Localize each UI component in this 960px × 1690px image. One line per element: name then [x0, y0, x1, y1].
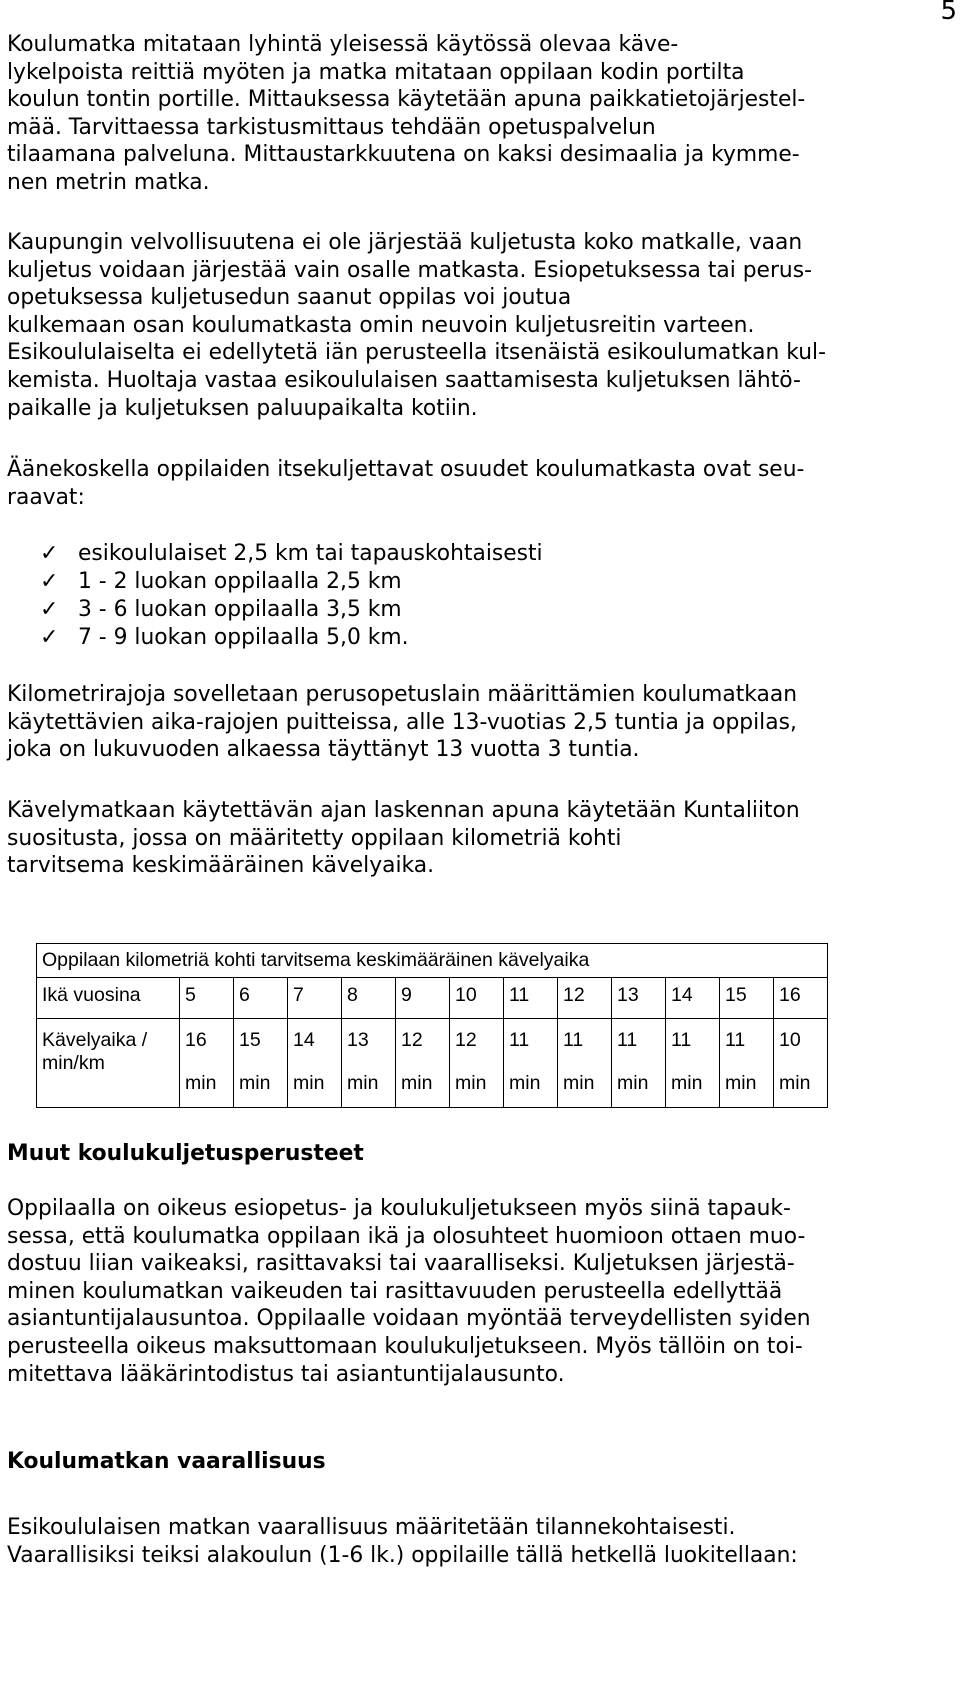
- check-mark-icon: ✓: [40, 541, 59, 566]
- age-cell: 16: [774, 978, 828, 1019]
- walk-value: 12: [455, 1029, 477, 1051]
- list-item: [40, 568, 543, 596]
- paragraph-transport-rights: Oppilaalla on oikeus esiopetus- ja koulukuljetukseen myös siinä tapauk- sessa, että koulumatka oppilaan ikä ja olosuhteet huomioon ottaen muo- dostuu liian vaikeaksi, rasittavaksi tai vaaralliseksi. Kuljetuksen järjestä- minen koulumatkan vaikeuden tai rasittavuuden perusteella edellyttää asiantuntijalausuntoa. Oppilaalle voidaan myöntää terveydellisten syiden perusteella oikeus maksuttomaan koulukuljetukseen. Myös tällöin on toi- mitettava lääkärintodistus tai asiantuntijalausunto.: [7, 1196, 811, 1387]
- age-cell: 13: [612, 978, 666, 1019]
- age-cell: 7: [288, 978, 342, 1019]
- table-row-walk-time: [37, 1019, 828, 1108]
- walk-value: 11: [563, 1029, 584, 1051]
- distance-limit-list: [40, 540, 543, 652]
- age-cell: 12: [558, 978, 612, 1019]
- walk-cell: [180, 1019, 234, 1108]
- page-number: 5: [940, 0, 957, 26]
- walk-cell: [288, 1019, 342, 1108]
- paragraph-measurement: Koulumatka mitataan lyhintä yleisessä käytössä olevaa käve- lykelpoista reittiä myöten ja matka mitataan oppilaan kodin portilta koulun tontin portille. Mittauksessa käytetään apuna paikkatietojärjestel- mää. Tarvittaessa tarkistusmittaus tehdään opetuspalvelun tilaamana palveluna. Mittaustarkkuutena on kaksi desimaalia ja kymme- nen metrin matka.: [7, 32, 806, 195]
- paragraph-walking-time: Kävelymatkaan käytettävän ajan laskennan apuna käytetään Kuntaliiton suositusta, jossa on määritetty oppilaan kilometriä kohti tarvitsema keskimääräinen kävelyaika.: [7, 798, 800, 879]
- table-row-age: [37, 978, 828, 1019]
- list-item: [40, 596, 543, 624]
- check-mark-icon: ✓: [40, 597, 59, 622]
- walk-value: 14: [293, 1029, 315, 1051]
- walk-unit: min: [779, 1072, 811, 1094]
- age-cell: 5: [180, 978, 234, 1019]
- walk-value: 12: [401, 1029, 423, 1051]
- walk-unit: min: [617, 1072, 649, 1094]
- walk-value: 11: [617, 1029, 638, 1051]
- walk-unit: min: [185, 1072, 217, 1094]
- walk-cell: [612, 1019, 666, 1108]
- list-item: [40, 540, 543, 568]
- age-cell: 9: [396, 978, 450, 1019]
- walk-cell: [666, 1019, 720, 1108]
- walking-time-table: [36, 943, 828, 1108]
- walk-value: 11: [509, 1029, 530, 1051]
- walk-cell: [234, 1019, 288, 1108]
- section-heading-other-transport: Muut koulukuljetusperusteet: [7, 1141, 364, 1166]
- age-cell: 10: [450, 978, 504, 1019]
- walk-value: 13: [347, 1029, 369, 1051]
- age-cell: 14: [666, 978, 720, 1019]
- walk-row-label: Kävelyaika / min/km: [37, 1019, 180, 1108]
- paragraph-self-transport-intro: Äänekoskella oppilaiden itsekuljettavat osuudet koulumatkasta ovat seu- raavat:: [7, 457, 805, 510]
- walk-cell: [558, 1019, 612, 1108]
- paragraph-route-danger: Esikoululaisen matkan vaarallisuus määritetään tilannekohtaisesti. Vaarallisiksi teiksi alakoulun (1-6 lk.) oppilaille tällä hetkellä luokitellaan:: [7, 1515, 798, 1568]
- age-cell: 8: [342, 978, 396, 1019]
- check-mark-icon: ✓: [40, 569, 59, 594]
- list-item-text: 3 - 6 luokan oppilaalla 3,5 km: [78, 597, 402, 622]
- age-cell: 6: [234, 978, 288, 1019]
- walk-unit: min: [455, 1072, 487, 1094]
- paragraph-km-limits: Kilometrirajoja sovelletaan perusopetuslain määrittämien koulumatkaan käytettävien aika-rajojen puitteissa, alle 13-vuotias 2,5 tuntia ja oppilas, joka on lukuvuoden alkaessa täyttänyt 13 vuotta 3 tuntia.: [7, 682, 798, 763]
- walk-value: 15: [239, 1029, 261, 1051]
- list-item-text: 1 - 2 luokan oppilaalla 2,5 km: [78, 569, 402, 594]
- age-cell: 15: [720, 978, 774, 1019]
- walk-value: 10: [779, 1029, 801, 1051]
- check-mark-icon: ✓: [40, 625, 59, 650]
- walk-cell: [450, 1019, 504, 1108]
- walk-value: 11: [671, 1029, 692, 1051]
- list-item-text: 7 - 9 luokan oppilaalla 5,0 km.: [78, 625, 409, 650]
- walk-value: 16: [185, 1029, 207, 1051]
- age-row-label: Ikä vuosina: [37, 978, 180, 1019]
- walk-unit: min: [347, 1072, 379, 1094]
- walk-unit: min: [725, 1072, 757, 1094]
- walk-unit: min: [293, 1072, 325, 1094]
- list-item-text: esikoululaiset 2,5 km tai tapauskohtaisesti: [78, 541, 543, 566]
- walk-unit: min: [239, 1072, 271, 1094]
- walk-unit: min: [509, 1072, 541, 1094]
- walk-unit: min: [671, 1072, 703, 1094]
- paragraph-municipal-duty: Kaupungin velvollisuutena ei ole järjestää kuljetusta koko matkalle, vaan kuljetus voidaan järjestää vain osalle matkasta. Esiopetuksessa tai perus- opetuksessa kuljetusedun saanut oppilas voi joutua kulkemaan osan koulumatkasta omin neuvoin kuljetusreitin varteen. Esikoululaiselta ei edellytetä iän perusteella itsenäistä esikoulumatkan kul- kemista. Huoltaja vastaa esikoululaisen saattamisesta kuljetuksen lähtö- paikalle ja kuljetuksen paluupaikalta kotiin.: [7, 230, 826, 421]
- section-heading-route-danger: Koulumatkan vaarallisuus: [7, 1449, 326, 1474]
- walk-unit: min: [401, 1072, 433, 1094]
- walk-cell: [774, 1019, 828, 1108]
- walk-cell: [504, 1019, 558, 1108]
- walk-unit: min: [563, 1072, 595, 1094]
- age-cell: 11: [504, 978, 558, 1019]
- table-caption: Oppilaan kilometriä kohti tarvitsema keskimääräinen kävelyaika: [37, 944, 828, 978]
- walk-cell: [342, 1019, 396, 1108]
- walk-value: 11: [725, 1029, 746, 1051]
- walk-cell: [720, 1019, 774, 1108]
- walk-cell: [396, 1019, 450, 1108]
- list-item: [40, 624, 543, 652]
